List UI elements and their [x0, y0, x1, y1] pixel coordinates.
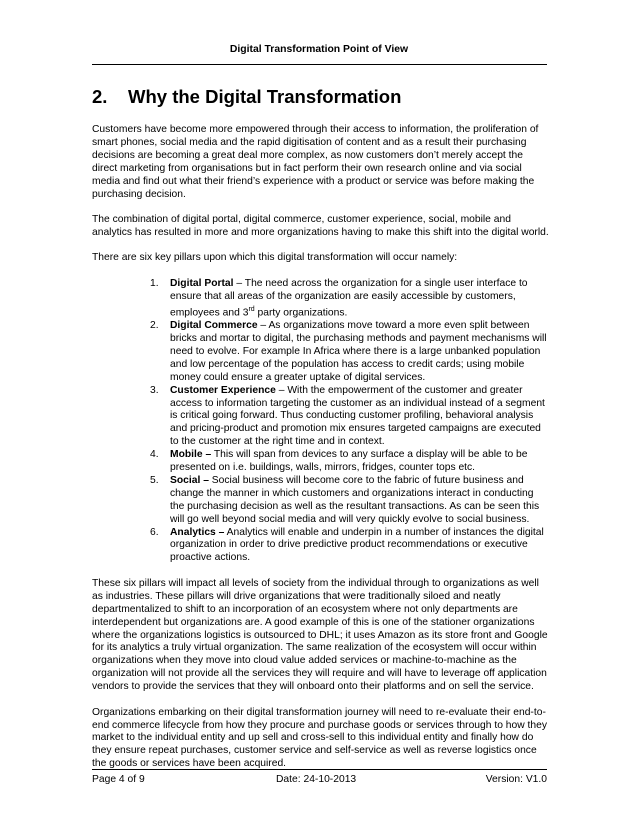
list-item-text: Analytics will enable and underpin in a number of instances the digital organization in order to drive predictive product recommendations or executive proactive actions.	[170, 526, 544, 564]
list-item-number: 6.	[150, 526, 159, 538]
list-item	[92, 527, 550, 566]
list-item	[92, 320, 550, 385]
list-item-text-continued: party organizations.	[254, 307, 348, 319]
list-item-title: Digital Commerce	[170, 320, 258, 332]
list-item-title: Mobile –	[170, 449, 212, 461]
list-item-number: 1.	[150, 277, 159, 289]
section-number: 2.	[92, 86, 108, 107]
paragraph-pillars-intro: There are six key pillars upon which this digital transformation will occur namely:	[92, 252, 458, 264]
list-item-text: Social business will become core to the fabric of future business and change the manner in which customers and organizations interact in conducting the purchasing decision as well as the resultant transactions. As can be seen this will go well beyond social media and will very quickly evolve to social business.	[170, 474, 540, 525]
list-item-number: 5.	[150, 474, 159, 486]
paragraph-customers: Customers have become more empowered through their access to information, the proliferation of smart phones, social media and the rapid digitisation of content and as a result their purchasing decisions are becoming a great deal more complex, as now customers don’t merely accept the direct marketing from organisations but in fact perform their own research online and via social media and find out what their friend’s experience with a product or service was before making the purchasing decision.	[92, 124, 539, 200]
list-item-title: Digital Portal	[170, 277, 234, 289]
paragraph-impact: These six pillars will impact all levels of society from the individual through to organizations as well as industries. These pillars will drive organizations that were traditionally siloed and neatly departmentalized to shift to an incorporation of an ecosystem where not only departments are interdependent but organizations are. A good example of this is one of the stationer organizations where the organizations logistics is outsourced to DHL; it uses Amazon as its store front and Google for its analytics a truly virtual organization. The same realization of the ecosystem will occur within organizations when they move into cloud value added services or machine-to-machine as the organization will not provide all the services they will require and will have to leverage off application vendors to provide the services that they will onboard onto their platforms and on sell the service.	[92, 577, 548, 693]
list-item-text: This will span from devices to any surface a display will be able to be presented on i.e. buildings, walls, mirrors, fridges, counter tops etc.	[170, 449, 528, 474]
list-item-title: Social –	[170, 474, 209, 486]
section-title: Why the Digital Transformation	[128, 86, 402, 107]
page-number: Page 4 of 9	[92, 774, 145, 785]
list-item-number: 3.	[150, 384, 159, 396]
list-item	[92, 475, 550, 527]
document-date: Date: 24-10-2013	[276, 774, 357, 785]
paragraph-journey: Organizations embarking on their digital transformation journey will need to re-evaluate their end-to-end commerce lifecycle from how they procure and purchase goods or services through to how they market to the individual entity and up sell and cross-sell to this individual entity and finally how do they ensure repeat purchases, customer service and self-service as well as reverse logistics once the goods or services have been acquired.	[92, 706, 548, 770]
body-text	[92, 124, 550, 784]
list-item	[92, 278, 550, 320]
list-item	[92, 449, 550, 475]
footer-rule	[92, 769, 547, 770]
document-version: Version: V1.0	[485, 774, 547, 785]
paragraph-combination: The combination of digital portal, digital commerce, customer experience, social, mobile and analytics has resulted in more and more organizations having to make this shift into the digital world.	[92, 214, 549, 238]
list-item	[92, 385, 550, 450]
list-item-title: Customer Experience	[170, 384, 276, 396]
list-item-number: 2.	[150, 320, 159, 332]
list-item-text: – As organizations move toward a more even split between bricks and mortar to digital, the purchasing methods and payment mechanisms will need to evolve. For example In Africa where there is a large unbanked population and low percentage of the population has access to credit cards; using mobile money could ensure a greater uptake of digital services.	[170, 320, 547, 383]
list-item-text: – The need across the organization for a single user interface to ensure that all areas of the organization are easily accessible by customers, employees and 3	[170, 277, 528, 319]
list-item-title: Analytics –	[170, 526, 225, 538]
list-item-text: – With the empowerment of the customer and greater access to information targeting the customer as an individual instead of a segment is critical going forward. Thus conducting customer profiling, behavioral analysis and pricing-product and promotion mix ensures targeted campaigns are executed to the customer at the right time and in context.	[170, 384, 545, 448]
running-header: Digital Transformation Point of View	[229, 44, 409, 55]
pillars-list	[92, 278, 550, 565]
header-rule	[92, 64, 547, 65]
list-item-number: 4.	[150, 449, 159, 461]
list-item-superscript: rd	[248, 305, 255, 313]
page-footer	[92, 774, 547, 788]
section-heading	[92, 86, 401, 108]
